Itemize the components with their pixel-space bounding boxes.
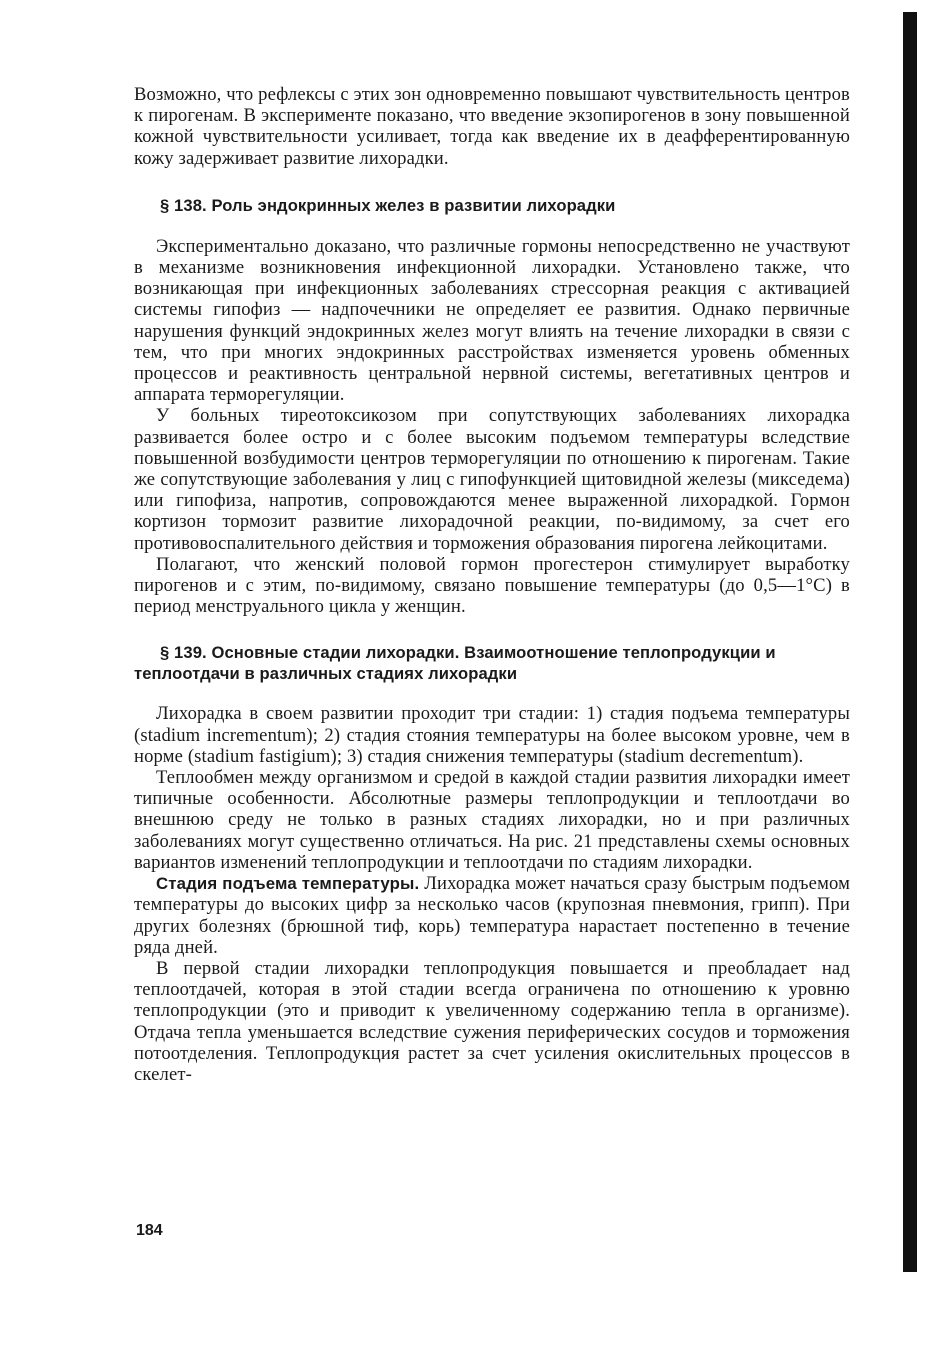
section-139-paragraph: В первой стадии лихорадки теплопродукция повышается и преобладает над теплоотдачей, которая в этой стадии всегда ограничена по отношению к уровню теплопродукции (это и приводит к увеличенному содержанию тепла в организме). Отдача тепла уменьшается вследствие сужения периферических сосудов и торможения потоотделения. Теплопродукция растет за счет усиления окислительных процессов в скелет- [134, 957, 850, 1085]
section-139-paragraph [134, 873, 850, 958]
section-138-paragraph: Экспериментально доказано, что различные гормоны непосредственно не участвуют в механизме возникновения инфекционной лихорадки. Установлено также, что возникающая при инфекционных заболеваниях стрессорная реакция с активацией системы гипофиз — надпочечники не определяет ее развития. Однако первичные нарушения функций эндокринных желез могут влиять на течение лихорадки в связи с тем, что при многих эндокринных расстройствах изменяется уровень обменных процессов и реактивность центральной нервной системы, вегетативных центров и аппарата терморегуляции. [134, 235, 850, 406]
section-139-paragraph: Лихорадка в своем развитии проходит три стадии: 1) стадия подъема температуры (stadium incrementum); 2) стадия стояния температуры на более высоком уровне, чем в норме (stadium fastigium); 3) стадия снижения температуры (stadium decrementum). [134, 703, 850, 767]
section-139-heading: § 139. Основные стадии лихорадки. Взаимоотношение теплопродукции и теплоотдачи в различных стадиях лихорадки [134, 643, 776, 684]
section-139-paragraph: Теплообмен между организмом и средой в каждой стадии развития лихорадки имеет типичные особенности. Абсолютные размеры теплопродукции и теплоотдачи во внешнюю среду не только в разных стадиях лихорадки, но и при различных заболеваниях могут существенно отличаться. На рис. 21 представлены схемы основных вариантов изменений теплопродукции и теплоотдачи по стадиям лихорадки. [134, 767, 850, 873]
page-text-block [134, 84, 850, 1085]
section-138-paragraph: Полагают, что женский половой гормон прогестерон стимулирует выработку пирогенов и с этим, по-видимому, связано повышение температуры (до 0,5—1°С) в период менструального цикла у женщин. [134, 553, 850, 618]
stage-rise-text: Лихорадка может начаться сразу быстрым подъемом температуры до высоких цифр за несколько часов (крупозная пневмония, грипп). При других болезнях (брюшной тиф, корь) температура нарастает постепенно в течение ряда дней. [134, 873, 850, 958]
section-138-heading: § 138. Роль эндокринных желез в развитии лихорадки [160, 195, 616, 215]
stage-rise-lead-in: Стадия подъема температуры. [156, 874, 420, 894]
page-number: 184 [136, 1222, 163, 1239]
section-138-paragraph: У больных тиреотоксикозом при сопутствующих заболеваниях лихорадка развивается более остро и с более высоким подъемом температуры вследствие повышенной возбудимости центров терморегуляции по отношению к пирогенам. Такие же сопутствующие заболевания у лиц с гипофункцией щитовидной железы (микседема) или гипофиза, напротив, сопровождаются менее выраженной лихорадкой. Гормон кортизон тормозит развитие лихорадочной реакции, по-видимому, за счет его противовоспалительного действия и торможения образования пирогена лейкоцитами. [134, 405, 850, 554]
intro-paragraph: Возможно, что рефлексы с этих зон одновременно повышают чувствительность центров к пирогенам. В эксперименте показано, что введение экзопирогенов в зону повышенной кожной чувствительности усиливает, тогда как введение их в деафферентированную кожу задерживает развитие лихорадки. [134, 84, 850, 169]
page-edge-bar [903, 12, 917, 1272]
